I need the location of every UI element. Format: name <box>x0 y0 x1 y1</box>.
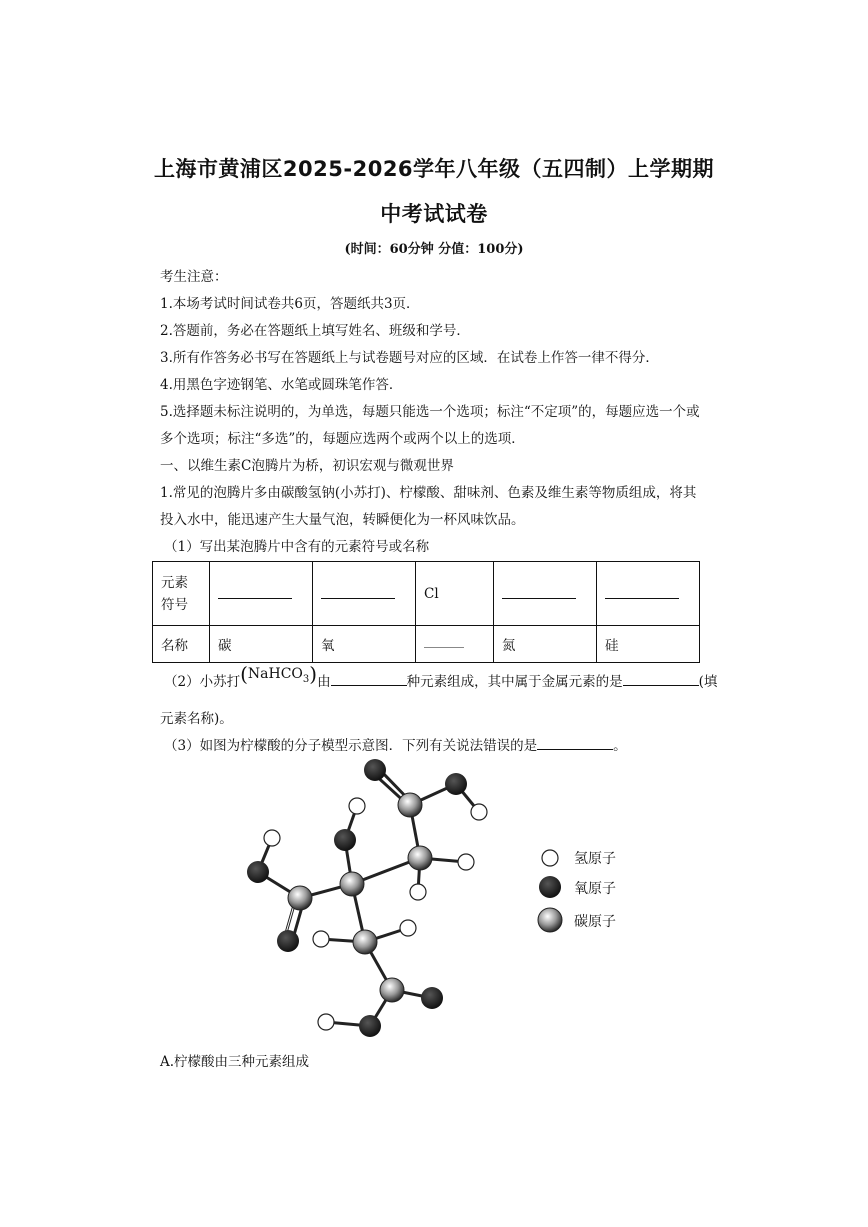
notice-item: 5.选择题未标注说明的，为单选，每题只能选一个选项；标注“不定项”的，每题应选一个或 <box>160 404 700 420</box>
notice-item: 1.本场考试时间试卷共6页，答题纸共3页． <box>160 296 420 312</box>
legend-hydrogen-icon <box>542 850 558 866</box>
notice-item: 4.用黑色字迹钢笔、水笔或圆珠笔作答． <box>160 377 403 393</box>
exam-meta: (时间：60分钟 分值：100分) <box>344 242 524 257</box>
section-heading: 一、以维生素C泡腾片为桥，初识宏观与微观世界 <box>160 458 454 474</box>
row-header-symbol: 元素 符号 <box>153 562 210 626</box>
notice-heading: 考生注意： <box>160 269 228 285</box>
row-header-name: 名称 <box>153 626 210 663</box>
sub-question-2: （2）小苏打(NaHCO$_3$)由 种元素组成，其中属于金属元素的是 (填 <box>164 662 718 690</box>
notice-item: 2.答题前，务必在答题纸上填写姓名、班级和学号． <box>160 323 470 339</box>
legend-label-oxygen: 氧原子 <box>574 881 616 897</box>
element-name-cell: 氮 <box>494 626 597 663</box>
legend-label-carbon: 碳原子 <box>574 914 616 930</box>
element-name-cell: 碳 <box>210 626 313 663</box>
exam-title-line1: 上海市黄浦区2025-2026学年八年级（五四制）上学期期 <box>153 157 715 181</box>
option-a: A.柠檬酸由三种元素组成 <box>160 1054 310 1070</box>
legend-carbon-icon <box>538 908 562 932</box>
question-text: 投入水中，能迅速产生大量气泡，转瞬便化为一杯风味饮品。 <box>160 512 525 528</box>
sub-question-3: （3）如图为柠檬酸的分子模型示意图．下列有关说法错误的是 。 <box>164 738 627 754</box>
legend <box>538 850 562 932</box>
hydrogen-atoms <box>264 798 487 1030</box>
carbon-atoms <box>288 793 432 1002</box>
legend-oxygen-icon <box>539 876 561 898</box>
known-symbol-cell: Cl <box>416 562 494 626</box>
element-name-cell: 氧 <box>313 626 416 663</box>
question-text: 1.常见的泡腾片多由碳酸氢钠(小苏打)、柠檬酸、甜味剂、色素及维生素等物质组成，将其 <box>160 485 697 501</box>
element-name-cell: 硅 <box>597 626 700 663</box>
exam-title-line2: 中考试试卷 <box>380 202 488 226</box>
sub-question-2-cont: 元素名称)。 <box>160 711 233 727</box>
notice-item: 3.所有作答务必书写在答题纸上与试卷题号对应的区域．在试卷上作答一律不得分． <box>160 350 659 366</box>
sub-question-1: （1）写出某泡腾片中含有的元素符号或名称 <box>164 539 430 555</box>
legend-label-hydrogen: 氢原子 <box>574 851 616 867</box>
formula-nahco3: (NaHCO$_3$) <box>240 662 318 686</box>
notice-item: 多个选项；标注“多选”的，每题应选两个或两个以上的选项． <box>160 431 525 447</box>
